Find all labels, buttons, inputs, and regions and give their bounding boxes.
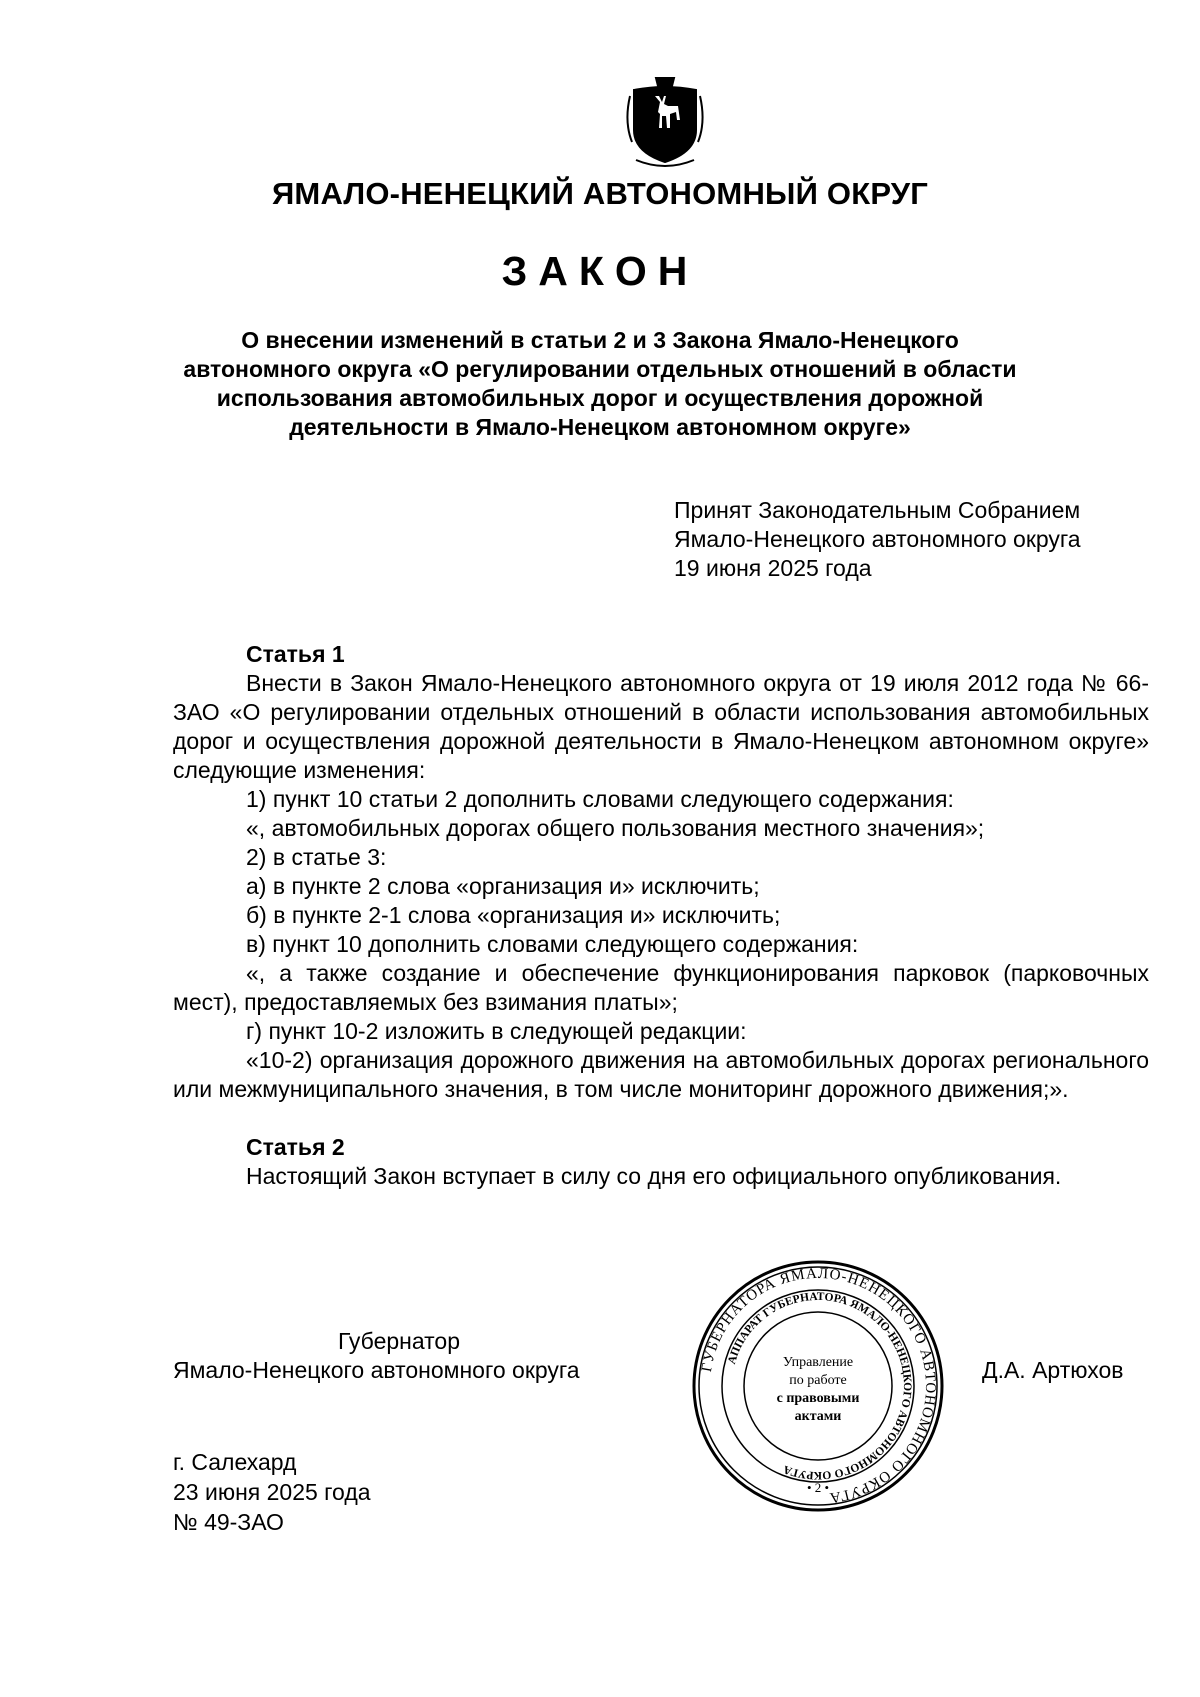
- document-footer: [173, 1447, 371, 1537]
- article-1-intro: Внести в Закон Ямало-Ненецкого автономного округа от 19 июля 2012 года № 66-ЗАО «О регулировании отдельных отношений в области использования автомобильных дорог и осуществления дорожной деятельности в Ямало-Ненецком автономном округе» следующие изменения:: [173, 670, 1149, 783]
- articles: [173, 640, 1149, 1191]
- subject-line: деятельности в Ямало-Ненецком автономном округе»: [289, 414, 911, 440]
- article-1-heading: Статья 1: [246, 641, 345, 667]
- official-stamp: [688, 1256, 948, 1516]
- article-1-item-1: 1) пункт 10 статьи 2 дополнить словами следующего содержания:: [246, 786, 954, 812]
- coat-of-arms-emblem: [622, 72, 708, 172]
- article-1-item-1-text: «, автомобильных дорогах общего пользования местного значения»;: [246, 815, 985, 841]
- article-2-text: Настоящий Закон вступает в силу со дня его официального опубликования.: [246, 1163, 1062, 1189]
- stamp-center-line: Управление: [782, 1355, 854, 1370]
- stamp-outer-text: ГУБЕРНАТОРА ЯМАЛО-НЕНЕЦКОГО АВТОНОМНОГО ОКРУГА: [698, 1265, 939, 1506]
- document-type: ЗАКОН: [501, 248, 699, 294]
- region-title: ЯМАЛО-НЕНЕЦКИЙ АВТОНОМНЫЙ ОКРУГ: [271, 176, 929, 211]
- signing-date: 23 июня 2025 года: [173, 1479, 371, 1505]
- article-1-item-2c-text: «, а также создание и обеспечение функционирования парковок (парковочных мест), предоставляемых без взимания платы»;: [173, 960, 1149, 1015]
- article-1-item-2c: в) пункт 10 дополнить словами следующего содержания:: [246, 931, 859, 957]
- article-1-item-2: 2) в статье 3:: [246, 844, 387, 870]
- signatory-title: Губернатор: [338, 1328, 461, 1354]
- subject-line: О внесении изменений в статьи 2 и 3 Закона Ямало-Ненецкого: [241, 327, 959, 353]
- article-2-heading: Статья 2: [246, 1134, 345, 1160]
- article-1-item-2d: г) пункт 10-2 изложить в следующей редакции:: [246, 1018, 747, 1044]
- article-1-item-2b: б) в пункте 2-1 слова «организация и» исключить;: [246, 902, 781, 928]
- law-subject: [165, 326, 1035, 442]
- article-1-item-2d-text: «10-2) организация дорожного движения на автомобильных дорогах регионального или межмуниципального значения, в том числе мониторинг дорожного движения;».: [173, 1047, 1149, 1102]
- stamp-center-line: актами: [794, 1409, 842, 1424]
- law-number: № 49-ЗАО: [173, 1509, 284, 1535]
- stamp-center-line: с правовыми: [776, 1391, 860, 1406]
- stamp-center-line: по работе: [789, 1373, 847, 1388]
- stamp-number: • 2 •: [806, 1480, 830, 1495]
- city: г. Салехард: [173, 1449, 297, 1475]
- signatory-region: Ямало-Ненецкого автономного округа: [173, 1357, 580, 1383]
- subject-line: использования автомобильных дорог и осуществления дорожной: [216, 385, 984, 411]
- adopted-by: Принят Законодательным Собранием: [674, 497, 1081, 523]
- subject-line: автономного округа «О регулировании отдельных отношений в области: [183, 356, 1017, 382]
- stamp-middle-text: АППАРАТ ГУБЕРНАТОРА ЯМАЛО-НЕНЕЦКОГО АВТОНОМНОГО ОКРУГА: [725, 1290, 914, 1482]
- adopted-date: 19 июня 2025 года: [674, 555, 872, 581]
- signatory-name: Д.А. Артюхов: [982, 1357, 1124, 1383]
- article-1-item-2a: а) в пункте 2 слова «организация и» исключить;: [246, 873, 760, 899]
- spacer: [173, 1104, 1149, 1133]
- adoption-block: [674, 496, 1081, 583]
- adopted-region: Ямало-Ненецкого автономного округа: [674, 526, 1081, 552]
